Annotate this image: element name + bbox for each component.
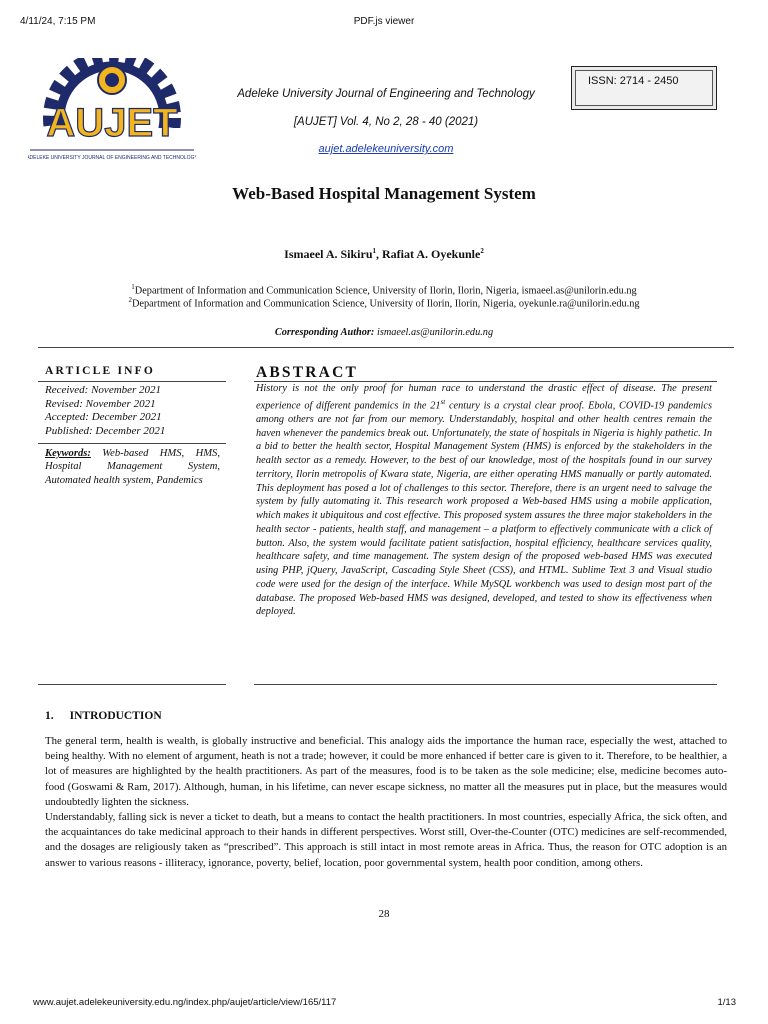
article-info-bottom-rule (38, 684, 226, 685)
section-title: INTRODUCTION (69, 710, 162, 722)
logo-caption: ADELEKE UNIVERSITY JOURNAL OF ENGINEERING AND TECHNOLOGY (28, 155, 196, 161)
affiliation-2-mark: 2 (128, 296, 132, 304)
journal-website-link[interactable]: aujet.adelekeuniversity.com (318, 143, 454, 155)
author-2-affiliation-mark: 2 (480, 247, 484, 255)
corresponding-label: Corresponding Author: (274, 327, 375, 338)
affiliation-1-mark: 1 (131, 283, 135, 291)
article-info-heading: ARTICLE INFO (45, 365, 156, 377)
keywords-text: Web-based HMS, HMS, Hospital Management System, Automated health system, Pandemics (45, 448, 220, 486)
article-info-divider (38, 381, 226, 382)
author-list (0, 247, 768, 262)
abstract-superscript: st (440, 397, 446, 406)
issn-text: ISSN: 2714 - 2450 (575, 70, 713, 106)
print-header (0, 16, 768, 30)
print-datetime: 4/11/24, 7:15 PM (20, 16, 96, 27)
journal-citation: [AUJET] Vol. 4, No 2, 28 - 40 (2021) (293, 116, 479, 128)
paper-title: Web-Based Hospital Management System (232, 184, 536, 203)
journal-logo (28, 58, 196, 166)
published-date: Published: December 2021 (45, 425, 166, 438)
header-divider (38, 347, 734, 348)
revised-date: Revised: November 2021 (45, 397, 156, 410)
abstract-heading: ABSTRACT (256, 364, 359, 381)
keywords (45, 447, 220, 487)
logo-wordmark: AUJET (46, 101, 178, 145)
abstract-text (256, 382, 712, 619)
affiliation-1 (0, 283, 768, 296)
affiliation-2-text: Department of Information and Communication Science, University of Ilorin, Ilorin, Nigeria, oyekunle.ra@unilorin.edu.ng (131, 298, 640, 310)
article-dates (45, 384, 225, 439)
affiliation-2 (0, 296, 768, 309)
received-date: Received: November 2021 (45, 384, 162, 396)
author-1: Ismaeel A. Sikiru (284, 247, 373, 261)
abstract-text-part1: History is not the only proof for human race to understand the drastic effect of disease. The present experience of different pandemics in the 21 (256, 383, 712, 412)
journal-name: Adeleke University Journal of Engineering and Technology (237, 88, 535, 100)
corresponding-email: ismaeel.as@unilorin.edu.ng (376, 327, 494, 338)
page-number: 28 (378, 908, 390, 920)
author-separator: , (376, 247, 382, 261)
print-url: www.aujet.adelekeuniversity.edu.ng/index.php/aujet/article/view/165/117 (33, 997, 337, 1008)
print-page-count: 1/13 (717, 997, 736, 1008)
author-1-affiliation-mark: 1 (372, 247, 376, 255)
section-heading (45, 710, 162, 722)
section-number: 1. (45, 710, 54, 722)
keywords-divider (38, 443, 226, 444)
print-viewer-title: PDF.js viewer (353, 16, 415, 27)
corresponding-author (0, 327, 768, 338)
affiliation-1-text: Department of Information and Communication Science, University of Ilorin, Ilorin, Nigeria, ismaeel.as@unilorin.edu.ng (134, 285, 637, 297)
abstract-bottom-rule (254, 684, 717, 685)
intro-paragraph-1: The general term, health is wealth, is globally instructive and beneficial. This analogy aids the importance the human race, especially the west, attached to being healthy. With no element of argument, heath is not a trade; however, it could be more enhanced if better care is given to it. Therefore, to be healthier, a lot of measures are highlighted by the health practitioners. As part of the measures, food is to be taken as the sole medicine; else, medicine becomes auto-food (Goswami & Ram, 2017). Although, human, in his lifetime, can never escape sickness, no matter all the measures put in place, but the measures would undoubtedly lighten the sickness. (45, 735, 727, 808)
accepted-date: Accepted: December 2021 (45, 411, 162, 424)
gear-logo-icon (28, 58, 196, 166)
issn-box (571, 66, 717, 110)
abstract-text-part2: century is a crystal clear proof. Ebola, COVID-19 pandemics among others are not far from our memory. Understandably, hospital and other health centres remain the haven whenever the pandemics break out. Unfortunately, the state of hospitals in Nigeria is highly pathetic. In a bid to better the health sector, Hospital Management System (HMS) is enforced by the stakeholders in the health sector as a remedy. However, to the best of our knowledge, most of the hospitals found in our survey territory, Ilorin metropolis of Kwara state, Nigeria, are either operating HMS manually or partly automated. This deployment has posed a lot of challenges to this sector. Therefore, there is an urgent need to salvage the system by fully automating it. This research work proposed a Web-based HMS using a mobile application, which makes it ubiquitous and cost effective. This proposed system assures the three major stakeholders in the health sector - patients, health staff, and management – a platform to effectively communicate with a click of button. Also, the system would facilitate patient satisfaction, hospital efficiency, healthcare services quality, healthcare safety, and time management. The system design of the proposed web-based HMS was executed using PHP, jQuery, JavaScript, Cascading Style Sheet (CSS), and HTML. Sublime Text 3 and Visual studio code were used for the design of the interface. While MySQL workbench was used to design most part of the database. The proposed Web-based HMS was designed, developed, and tested to show its effectiveness when deployed. (256, 400, 712, 618)
keywords-label: Keywords: (45, 448, 91, 459)
author-2: Rafiat A. Oyekunle (382, 247, 481, 261)
intro-paragraph-2: Understandably, falling sick is never a ticket to death, but a means to contact the health practitioners. In most countries, especially Africa, the sick often, and the acquaintances do take medicinal approach to their hands in different perspectives. Worst still, Over-the-Counter (OTC) medicines are self-recommended, and the dosages are religiously taken as “prescribed”. This approach is still intact in most remote areas in Africa. Thus, the reason for OTC adoption is an answer to various reasons - illiteracy, ignorance, poverty, belief, location, poor governmental system, health poor condition, among others. (45, 811, 727, 869)
